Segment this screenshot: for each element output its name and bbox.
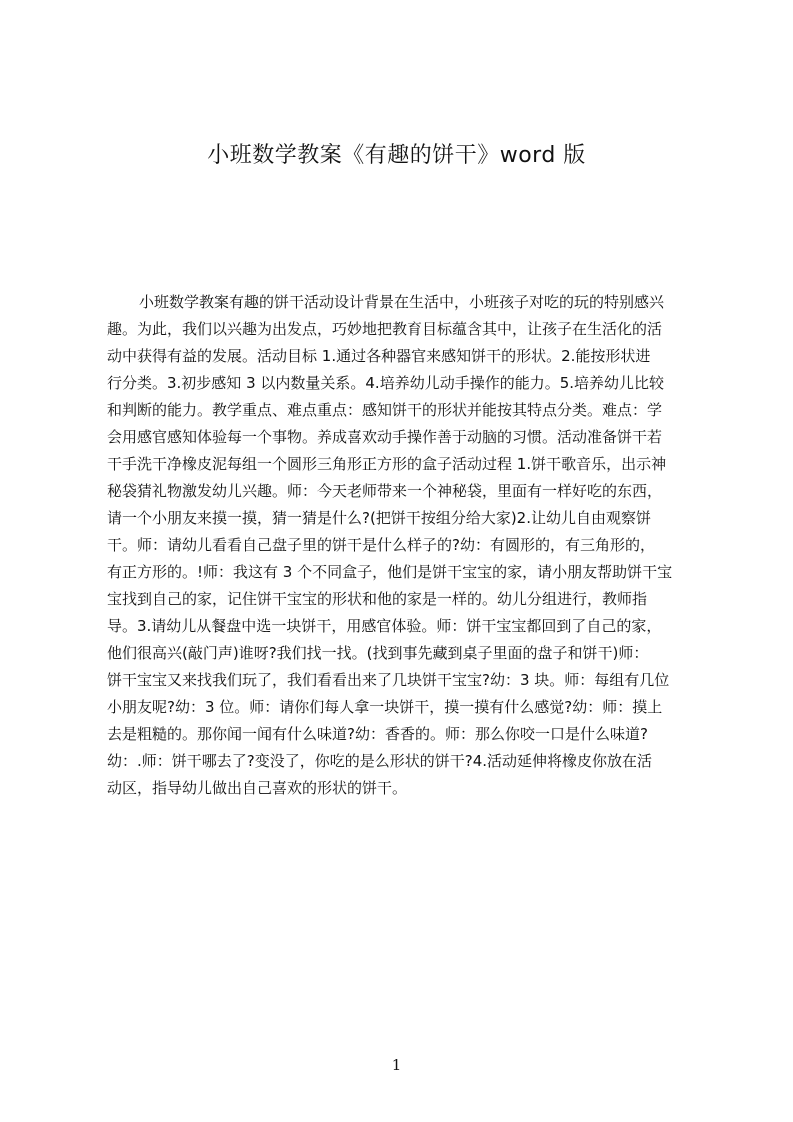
body-line-5: 和判断的能力。教学重点、难点重点：感知饼干的形状并能按其特点分类。难点：学 [107,401,663,419]
body-line-11: 有正方形的。!师：我这有 3 个不同盒子，他们是饼干宝宝的家，请小朋友帮助饼干宝 [107,563,673,581]
body-line-7: 干手洗干净橡皮泥每组一个圆形三角形正方形的盒子活动过程 1.饼干歌音乐，出示神 [107,455,667,473]
body-line-3: 动中获得有益的发展。活动目标 1.通过各种器官来感知饼干的形状。2.能按形状进 [107,347,651,365]
body-line-8: 秘袋猜礼物激发幼儿兴趣。师：今天老师带来一个神秘袋，里面有一样好吃的东西， [107,482,663,500]
page-number: 1 [391,1056,402,1074]
body-line-6: 会用感官感知体验每一个事物。养成喜欢动手操作善于动脑的习惯。活动准备饼干若 [107,428,663,446]
body-line-19: 动区，指导幼儿做出自己喜欢的形状的饼干。 [107,779,408,797]
body-line-15: 饼干宝宝又来找我们玩了，我们看看出来了几块饼干宝宝?幼：3 块。师：每组有几位 [107,671,670,689]
body-line-4: 行分类。3.初步感知 3 以内数量关系。4.培养幼儿动手操作的能力。5.培养幼儿比较 [107,374,665,392]
body-line-9: 请一个小朋友来摸一摸，猜一猜是什么?(把饼干按组分给大家)2.让幼儿自由观察饼 [107,509,651,527]
body-line-14: 他们很高兴(敲门声)谁呀?我们找一找。(找到事先藏到桌子里面的盘子和饼干)师： [107,644,649,662]
document-body [107,289,697,809]
body-line-10: 干。师：请幼儿看看自己盘子里的饼干是什么样子的?幼：有圆形的，有三角形的， [107,536,655,554]
body-line-1: 小班数学教案有趣的饼干活动设计背景在生活中，小班孩子对吃的玩的特别感兴 [139,293,665,311]
document-title: 小班数学教案《有趣的饼干》word 版 [207,143,586,168]
body-line-16: 小朋友呢?幼：3 位。师：请你们每人拿一块饼干，摸一摸有什么感觉?幼：师：摸上 [107,698,663,716]
body-line-13: 导。3.请幼儿从餐盘中选一块饼干，用感官体验。师：饼干宝宝都回到了自己的家， [107,617,662,635]
body-line-17: 去是粗糙的。那你闻一闻有什么味道?幼：香香的。师：那么你咬一口是什么味道? [107,725,648,743]
body-line-2: 趣。为此，我们以兴趣为出发点，巧妙地把教育目标蕴含其中，让孩子在生活化的活 [107,320,663,338]
body-line-18: 幼：.师：饼干哪去了?变没了，你吃的是么形状的饼干?4.活动延伸将橡皮你放在活 [107,752,653,770]
body-line-12: 宝找到自己的家，记住饼干宝宝的形状和他的家是一样的。幼儿分组进行，教师指 [107,590,648,608]
